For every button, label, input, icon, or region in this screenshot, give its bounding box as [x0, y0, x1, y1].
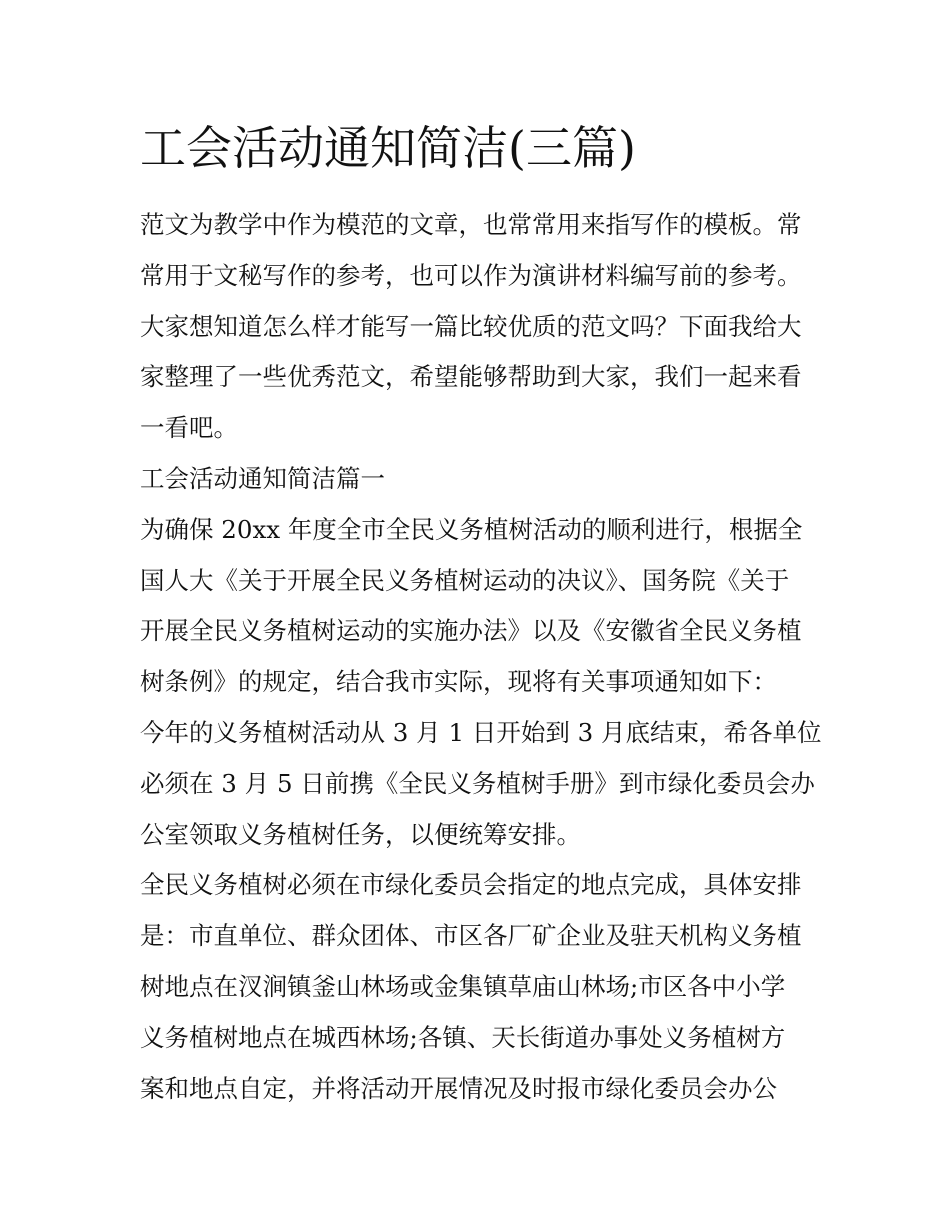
text-line: 家整理了一些优秀范文，希望能够帮助到大家，我们一起来看	[140, 362, 802, 392]
text-line: 开展全民义务植树运动的实施办法》以及《安徽省全民义务植	[140, 616, 802, 646]
text-line: 今年的义务植树活动从 3 月 1 日开始到 3 月底结束，希各单位	[140, 717, 822, 747]
text-line: 义务植树地点在城西林场;各镇、天长街道办事处义务植树方	[140, 1022, 786, 1052]
text-line: 树条例》的规定，结合我市实际，现将有关事项通知如下：	[140, 667, 777, 697]
text-line: 国人大《关于开展全民义务植树运动的决议》、国务院《关于	[140, 565, 790, 595]
text-line: 一看吧。	[140, 413, 238, 443]
text-line: 为确保 20xx 年度全市全民义务植树活动的顺利进行，根据全	[140, 514, 803, 544]
text-line: 案和地点自定，并将活动开展情况及时报市绿化委员会办公	[140, 1073, 777, 1103]
text-line: 常用于文秘写作的参考，也可以作为演讲材料编写前的参考。	[140, 260, 802, 290]
text-line: 范文为教学中作为模范的文章，也常常用来指写作的模板。常	[140, 210, 802, 239]
text-line: 必须在 3 月 5 日前携《全民义务植树手册》到市绿化委员会办	[140, 768, 815, 798]
text-line: 全民义务植树必须在市绿化委员会指定的地点完成，具体安排	[140, 870, 802, 900]
text-line: 公室领取义务植树任务，以便统筹安排。	[140, 819, 581, 849]
document-body	[140, 200, 820, 1114]
text-line: 树地点在汊涧镇釜山林场或金集镇草庙山林场;市区各中小学	[140, 971, 786, 1001]
text-line: 是：市直单位、群众团体、市区各厂矿企业及驻天机构义务植	[140, 921, 802, 951]
section-heading: 工会活动通知简洁篇一	[140, 463, 385, 493]
document-title: 工会活动通知简洁(三篇)	[140, 121, 636, 175]
text-line: 大家想知道怎么样才能写一篇比较优质的范文吗？下面我给大	[140, 311, 802, 341]
